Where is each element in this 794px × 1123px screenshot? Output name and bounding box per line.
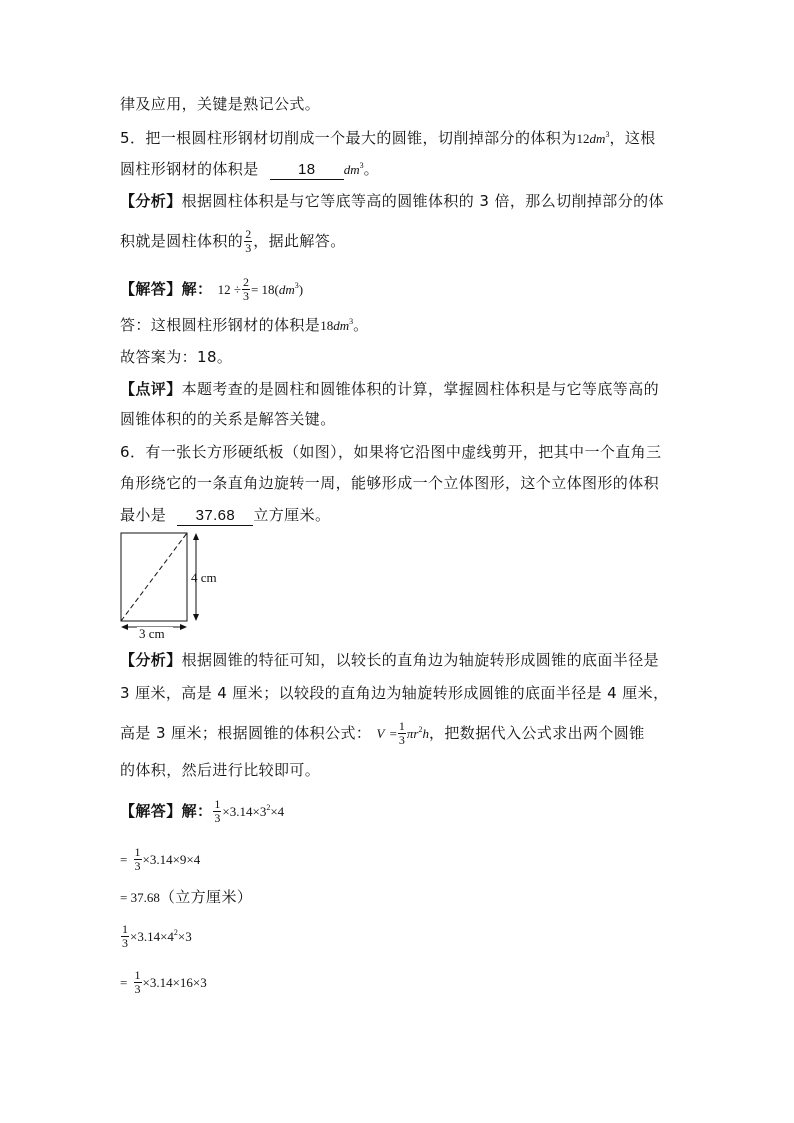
analysis-line: 的体积，然后进行比较即可。 <box>120 761 321 779</box>
calculation-line: = 37.68（立方厘米） <box>120 888 253 906</box>
height-label: 4 cm <box>191 570 217 585</box>
comment-line: 圆锥体积的的关系是解答关键。 <box>120 410 336 428</box>
analysis-line: 【分析】根据圆锥的特征可知，以较长的直角边为轴旋转形成圆锥的底面半径是 <box>120 651 660 669</box>
answer-blank: 37.68 <box>177 507 253 526</box>
solution-line: 【解答】解： 12 ÷ $\frac{2}{3}$ = $18(dm^3)$ <box>120 275 304 303</box>
analysis-line: 积就是圆柱体积的 $\frac{2}{3}$ ，据此解答。 <box>120 227 346 255</box>
arrow-up-icon <box>193 533 199 540</box>
answer-line: 答：这根圆柱形钢材的体积是$18dm^3$。 <box>120 316 369 334</box>
fraction: $\frac{1}{3}$ <box>214 797 221 825</box>
fraction: $\frac{2}{3}$ <box>242 275 249 303</box>
fraction: $\frac{1}{3}$ <box>134 845 141 873</box>
dashed-diagonal <box>121 533 187 621</box>
comment-line: 【点评】本题考查的是圆柱和圆锥体积的计算，掌握圆柱体积是与它等底等高的 <box>120 380 660 398</box>
question-6-line-2: 角形绕它的一条直角边旋转一周，能够形成一个立体图形，这个立体图形的体积 <box>120 474 660 492</box>
question-5-line-2: 圆柱形钢材的体积是 18 $dm^3$。 <box>120 160 380 178</box>
text-line: 律及应用，关键是熟记公式。 <box>120 95 321 113</box>
fraction: $\frac{1}{3}$ <box>134 968 141 996</box>
fraction: $\frac{1}{3}$ <box>398 719 405 747</box>
final-answer-line: 故答案为：18。 <box>120 348 233 366</box>
solution-line: 【解答】解： $\frac{1}{3}$ $\times 3.14\times 3^2\times 4$ <box>120 797 285 825</box>
calculation-line: $\frac{1}{3}$ $\times 3.14\times 4^2\times 3$ <box>122 922 192 950</box>
arrow-right-icon <box>180 624 187 630</box>
question-5-line-1: 5．把一根圆柱形钢材切削成一个最大的圆锥，切削掉部分的体积为$12dm^3$，这根 <box>120 129 656 147</box>
analysis-line: 3 厘米，高是 4 厘米；以较段的直角边为轴旋转形成圆锥的底面半径是 4 厘米， <box>120 684 669 702</box>
width-label: 3 cm <box>139 626 165 641</box>
calculation-line: = $\frac{1}{3}$ ×3.14×16×3 <box>120 968 207 996</box>
fraction: $\frac{1}{3}$ <box>122 922 128 950</box>
question-6-line-1: 6．有一张长方形硬纸板（如图），如果将它沿图中虚线剪开，把其中一个直角三 <box>120 443 662 461</box>
analysis-line: 【分析】根据圆柱体积是与它等底等高的圆锥体积的 3 倍，那么切削掉部分的体 <box>120 192 664 210</box>
fraction: $\frac{2}{3}$ <box>245 227 252 255</box>
calculation-line: = $\frac{1}{3}$ ×3.14×9×4 <box>120 845 201 873</box>
answer-blank: 18 <box>270 161 344 180</box>
question-6-line-3: 最小是 37.68 立方厘米。 <box>120 506 331 524</box>
arrow-left-icon <box>121 624 128 630</box>
rectangle-figure <box>116 530 236 642</box>
analysis-line: 高是 3 厘米；根据圆锥的体积公式： V = $\frac{1}{3}$ $\pi r^2h$，把数据代入公式求出两个圆锥 <box>120 719 645 747</box>
arrow-down-icon <box>193 614 199 621</box>
